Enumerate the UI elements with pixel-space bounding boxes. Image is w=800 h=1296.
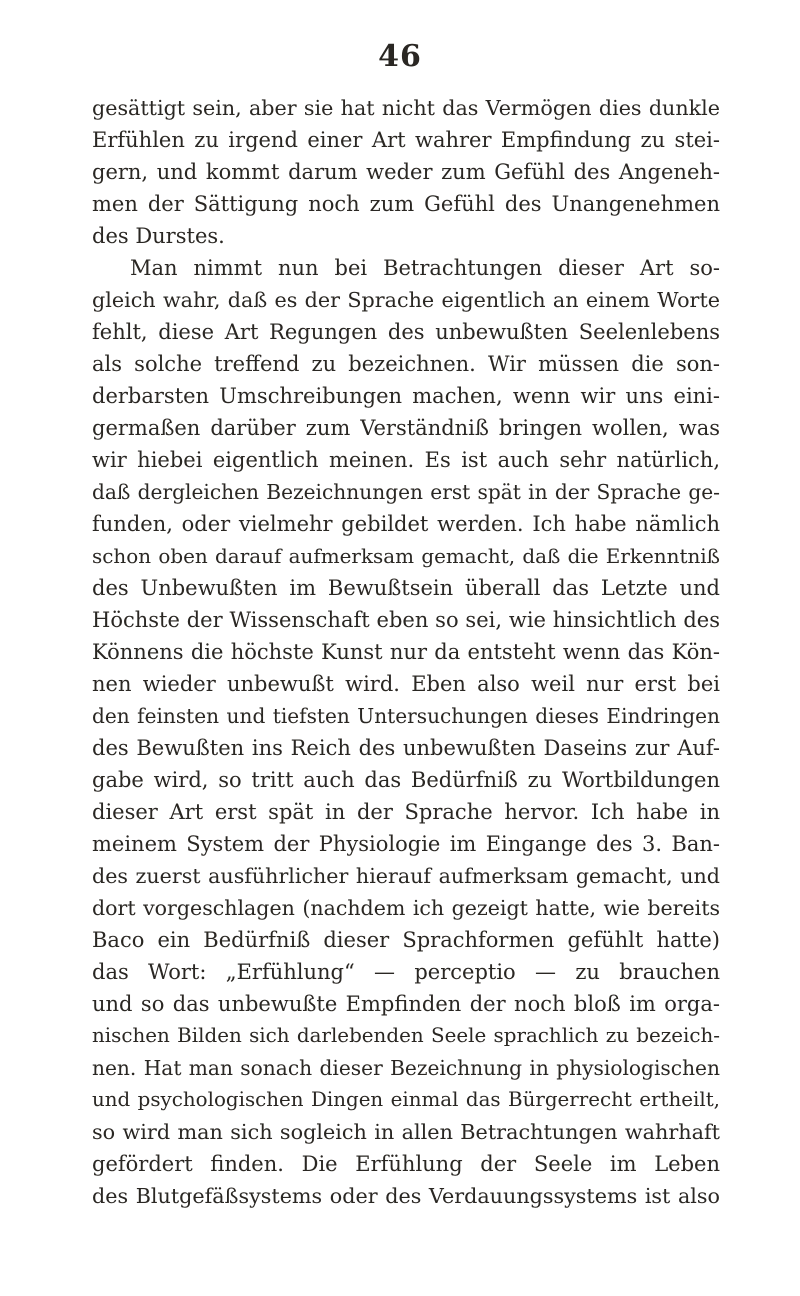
text-line: funden, oder vielmehr gebildet werden. Ich habe nämlich — [92, 512, 720, 536]
text-line: Könnens die höchste Kunst nur da entsteht wenn das Kön- — [92, 640, 720, 664]
text-line: des Blutgefäßsystems oder des Verdauungssystems ist also — [92, 1184, 720, 1208]
page-number: 46 — [378, 39, 422, 74]
text-line: daß dergleichen Bezeichnungen erst spät in der Sprache ge- — [92, 480, 720, 504]
text-line: dieser Art erst spät in der Sprache hervor. Ich habe in — [92, 800, 720, 824]
text-line: meinem System der Physiologie im Eingange des 3. Ban- — [92, 832, 720, 856]
text-line: nischen Bilden sich darlebenden Seele sprachlich zu bezeich- — [92, 1024, 720, 1047]
text-line: gefördert finden. Die Erfühlung der Seele im Leben — [92, 1152, 720, 1176]
text-line: des Durstes. — [92, 224, 225, 248]
text-line: Man nimmt nun bei Betrachtungen dieser Art so- — [130, 256, 720, 280]
text-line: derbarsten Umschreibungen machen, wenn wir uns eini- — [92, 384, 720, 408]
text-line: men der Sättigung noch zum Gefühl des Unangenehmen — [92, 192, 720, 216]
text-line: nen. Hat man sonach dieser Bezeichnung in physiologischen — [92, 1056, 720, 1080]
text-line: nen wieder unbewußt wird. Eben also weil nur erst bei — [92, 672, 720, 696]
text-line: germaßen darüber zum Verständniß bringen wollen, was — [92, 416, 720, 440]
text-line: fehlt, diese Art Regungen des unbewußten Seelenlebens — [92, 320, 720, 344]
text-line: so wird man sich sogleich in allen Betrachtungen wahrhaft — [92, 1120, 720, 1144]
text-line: Höchste der Wissenschaft eben so sei, wie hinsichtlich des — [92, 608, 720, 632]
text-line: gern, und kommt darum weder zum Gefühl des Angeneh- — [92, 160, 720, 184]
text-line: dort vorgeschlagen (nachdem ich gezeigt hatte, wie bereits — [92, 896, 720, 920]
text-line: als solche treffend zu bezeichnen. Wir müssen die son- — [92, 352, 720, 376]
text-line: gleich wahr, daß es der Sprache eigentlich an einem Worte — [92, 288, 720, 312]
text-line: Erfühlen zu irgend einer Art wahrer Empfindung zu stei- — [92, 128, 720, 152]
text-line: und psychologischen Dingen einmal das Bürgerrecht ertheilt, — [92, 1088, 720, 1111]
text-line: das Wort: „Erfühlung“ — perceptio — zu brauchen — [92, 960, 720, 984]
text-line: des Unbewußten im Bewußtsein überall das Letzte und — [92, 576, 720, 600]
text-line: Baco ein Bedürfniß dieser Sprachformen gefühlt hatte) — [92, 928, 720, 952]
text-line: gesättigt sein, aber sie hat nicht das Vermögen dies dunkle — [92, 96, 720, 120]
text-line: des zuerst ausführlicher hierauf aufmerksam gemacht, und — [92, 864, 720, 888]
text-line: gabe wird, so tritt auch das Bedürfniß zu Wortbildungen — [92, 768, 720, 792]
text-line: schon oben darauf aufmerksam gemacht, daß die Erkenntniß — [92, 544, 720, 568]
body-text — [92, 92, 720, 1212]
text-line: des Bewußten ins Reich des unbewußten Daseins zur Auf- — [92, 736, 720, 760]
text-line: wir hiebei eigentlich meinen. Es ist auch sehr natürlich, — [92, 448, 720, 472]
text-line: den feinsten und tiefsten Untersuchungen dieses Eindringen — [92, 704, 720, 728]
text-line: und so das unbewußte Empfinden der noch bloß im orga- — [92, 992, 720, 1016]
